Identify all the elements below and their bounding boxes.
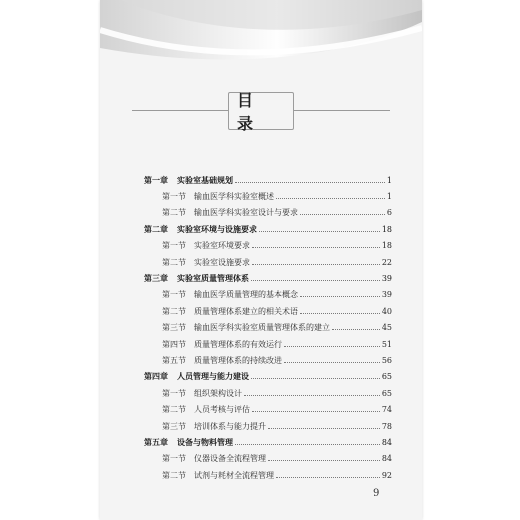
toc-section-entry [162,320,392,336]
toc-dot-leader [235,182,385,183]
toc-dot-leader [276,198,385,199]
toc-entry-number: 第四节 [162,339,186,349]
toc-section-entry [162,336,392,352]
title-rule-right [284,110,390,111]
toc-dot-leader [332,329,380,330]
title-rule-left [132,110,242,111]
toc-entry-number: 第一节 [162,191,186,201]
toc-entry-number: 第一节 [162,388,186,398]
toc-dot-leader [300,214,385,215]
toc-dot-leader [284,362,380,363]
toc-section-entry [162,402,392,418]
toc-entry-page: 92 [381,470,392,480]
toc-entry-page: 18 [381,224,392,234]
toc-dot-leader [252,264,380,265]
toc-section-entry [162,467,392,483]
toc-entry-page: 40 [381,306,392,316]
toc-dot-leader [252,247,380,248]
toc-entry-title: 输血医学科实验室质量管理体系的建立 [194,323,330,333]
toc-entry-number: 第一章 [144,175,168,185]
toc-dot-leader [259,231,380,232]
toc-chapter-entry [144,369,392,385]
toc-entry-page: 1 [386,175,392,185]
toc-entry-title: 仪器设备全流程管理 [194,454,266,464]
toc-dot-leader [284,346,380,347]
toc-entry-title: 实验室环境与设施要求 [177,224,257,234]
toc-entry-title: 设备与物料管理 [177,437,233,447]
toc-dot-leader [268,460,380,461]
toc-entry-number: 第二节 [162,208,186,218]
toc-section-entry [162,418,392,434]
toc-entry-title: 质量管理体系的持续改进 [194,355,282,365]
page-title: 目 录 [237,91,262,133]
toc-section-entry [162,303,392,319]
toc-section-entry [162,352,392,368]
toc-entry-page: 6 [386,208,392,218]
toc-entry-title: 实验室质量管理体系 [177,273,249,283]
toc-entry-title: 质量管理体系的有效运行 [194,339,282,349]
toc-entry-number: 第三章 [144,273,168,283]
toc-entry-title: 试剂与耗材全流程管理 [194,470,274,480]
toc-entry-number: 第一节 [162,290,186,300]
toc-entry-number: 第一节 [162,454,186,464]
toc-chapter-entry [144,172,392,188]
toc-entry-number: 第四章 [144,372,168,382]
toc-section-entry [162,188,392,204]
toc-entry-page: 45 [381,323,392,333]
toc-entry-page: 1 [386,191,392,201]
toc-dot-leader [244,395,380,396]
toc-dot-leader [251,378,380,379]
toc-entry-page: 78 [381,421,392,431]
toc-entry-title: 人员考核与评估 [194,405,250,415]
toc-entry-title: 实验室环境要求 [194,241,250,251]
toc-dot-leader [300,296,380,297]
toc-entry-title: 输血医学质量管理的基本概念 [194,290,298,300]
toc-section-entry [162,238,392,254]
toc-entry-page: 56 [381,355,392,365]
toc-entry-page: 84 [381,454,392,464]
toc-dot-leader [251,280,380,281]
toc-chapter-entry [144,434,392,450]
toc-section-entry [162,205,392,221]
toc-entry-number: 第三节 [162,323,186,333]
toc-entry-page: 39 [381,273,392,283]
book-page [100,0,422,520]
toc-entry-number: 第三节 [162,421,186,431]
toc-chapter-entry [144,270,392,286]
toc-dot-leader [252,411,380,412]
toc-dot-leader [300,313,380,314]
toc-entry-page: 74 [381,405,392,415]
toc-dot-leader [235,444,380,445]
toc-entry-title: 输血医学科实验室概述 [194,191,274,201]
toc-entry-number: 第一节 [162,241,186,251]
toc-entry-title: 实验室基础规划 [177,175,233,185]
toc-entry-title: 实验室设施要求 [194,257,250,267]
toc-entry-page: 84 [381,437,392,447]
toc-entry-number: 第二节 [162,405,186,415]
toc-entry-number: 第二节 [162,257,186,267]
toc-section-entry [162,287,392,303]
toc-entry-page: 51 [381,339,392,349]
toc-entry-number: 第五节 [162,355,186,365]
toc-chapter-entry [144,221,392,237]
decorative-swoosh [100,0,422,90]
toc-entry-number: 第二节 [162,470,186,480]
toc-section-entry [162,451,392,467]
toc-entry-title: 组织架构设计 [194,388,242,398]
toc-entry-page: 22 [381,257,392,267]
title-box [228,91,294,133]
page-number: 9 [373,488,380,499]
toc-entry-page: 39 [381,290,392,300]
toc-entry-title: 人员管理与能力建设 [177,372,249,382]
toc-section-entry [162,385,392,401]
toc-entry-title: 输血医学科实验室设计与要求 [194,208,298,218]
toc-dot-leader [268,428,380,429]
toc-title-block [100,88,422,134]
toc-entry-page: 65 [381,372,392,382]
toc-entry-number: 第二节 [162,306,186,316]
toc-entry-title: 质量管理体系建立的相关术语 [194,306,298,316]
toc-section-entry [162,254,392,270]
toc-entry-number: 第二章 [144,224,168,234]
toc-entry-title: 培训体系与能力提升 [194,421,266,431]
toc-entry-page: 18 [381,241,392,251]
toc-entry-number: 第五章 [144,437,168,447]
toc-dot-leader [276,477,380,478]
toc-entry-page: 65 [381,388,392,398]
